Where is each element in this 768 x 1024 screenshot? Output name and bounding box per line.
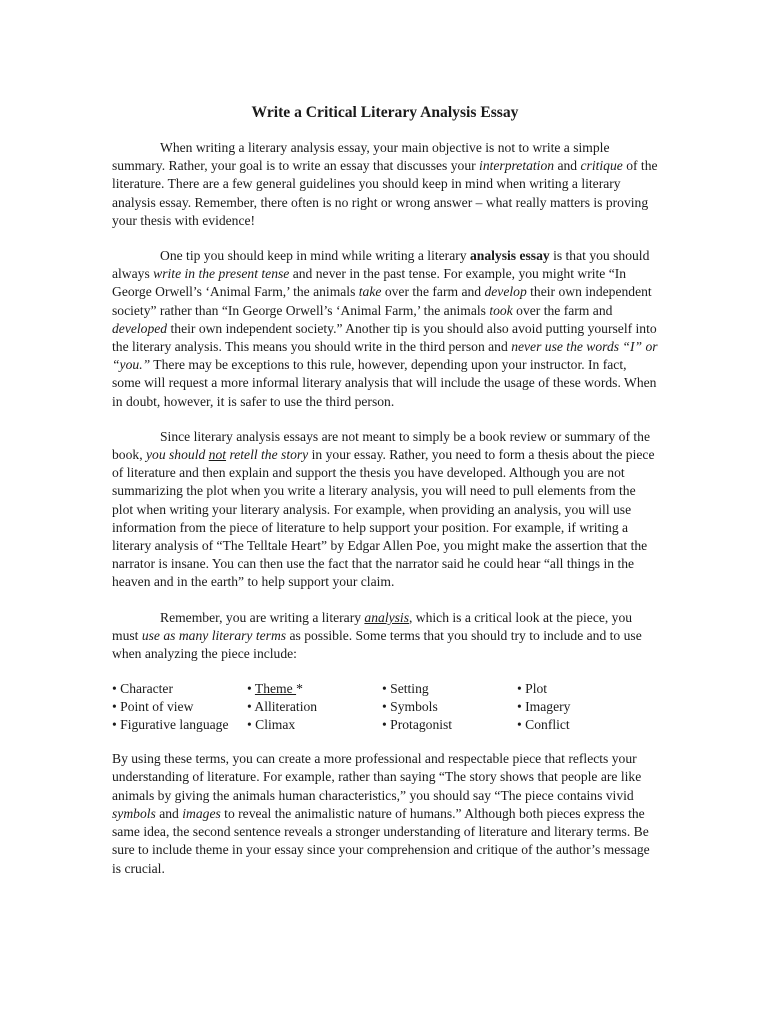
- text-run: over the farm and: [381, 284, 485, 300]
- text-run-italic: develop: [484, 284, 527, 300]
- paragraph-retell: [112, 428, 658, 592]
- text-run-italic: take: [358, 284, 382, 300]
- text-run-italic: critique: [580, 158, 623, 174]
- literary-terms-list: [112, 680, 658, 734]
- term-item: • Plot: [517, 681, 548, 697]
- text-run: By using these terms, you can create a more professional and respectable piece that reflects your understanding of literature. For example, rather than saying “The story shows that people are like animals by giving the animals human characteristics,” you should say “The piece contains vivid: [112, 751, 642, 803]
- text-run-italic: write in the present tense: [153, 266, 290, 282]
- text-run-italic-underline: analysis: [364, 609, 409, 625]
- text-run: One tip you should keep in mind while writing a literary: [160, 248, 470, 264]
- paragraph-present-tense: [112, 247, 658, 411]
- text-run: to reveal the animalistic nature of humans.” Although both pieces express the same idea, the second sentence reveals a stronger understanding of literature and literary terms. Be sure to include theme in your essay since your comprehension and critique of the author’s message is crucial.: [112, 805, 650, 876]
- term-item: • Protagonist: [382, 717, 453, 733]
- term-item: • Imagery: [517, 699, 571, 715]
- text-run: When writing a literary analysis essay, your main objective is not to write a simple summary. Rather, your goal is to write an essay that discusses your: [112, 140, 610, 174]
- text-run: , which is a critical look at the piece, you must: [112, 609, 633, 643]
- text-run-bold: analysis essay: [469, 248, 550, 264]
- text-run-italic: never use the words “I” or “you.”: [112, 339, 658, 373]
- text-run: in your essay. Rather, you need to form a thesis about the piece of literature and then explain and support the thesis you have developed. Although you are not summarizing the plot when you write a literary analysis, you will need to pull elements from the plot when writing your literary analysis. For example, when providing an analysis, you will use information from the piece of literature to help support your position. For example, if writing a literary analysis of “The Telltale Heart” by Edgar Allen Poe, you might make the assertion that the narrator is insane. You can then use the fact that the narrator said he could hear “all things in the heaven and in the earth” to help support your claim.: [112, 447, 655, 590]
- term-item: • Setting: [382, 681, 429, 697]
- text-run-italic: use as many literary terms: [141, 627, 287, 643]
- term-item: • Conflict: [517, 717, 570, 733]
- term-theme-link[interactable]: Theme: [254, 681, 297, 697]
- text-run: their own independent society” rather than “In George Orwell’s ‘Animal Farm,’ the animals: [112, 284, 652, 318]
- text-run: Since literary analysis essays are not meant to simply be a book review or summary of the book,: [112, 428, 650, 463]
- text-run: Remember, you are writing a literary: [160, 609, 365, 625]
- page-title: Write a Critical Literary Analysis Essay: [251, 104, 519, 121]
- text-run-italic: symbols: [112, 805, 156, 821]
- term-item: • Symbols: [382, 699, 438, 715]
- term-item: • Point of view: [112, 699, 194, 715]
- text-run: and: [155, 805, 183, 821]
- paragraph-intro: [112, 139, 658, 230]
- text-run-italic: interpretation: [479, 158, 555, 174]
- text-run-italic: you should: [145, 447, 209, 463]
- text-run: their own independent society.” Another tip is you should also avoid putting yourself into the literary analysis. This means you should write in the third person and: [112, 320, 657, 355]
- text-run-italic: developed: [112, 320, 168, 336]
- term-item: • Character: [112, 681, 173, 697]
- text-run: as possible. Some terms that you should try to include and to use when analyzing the piece include:: [112, 627, 642, 662]
- text-run: over the farm and: [512, 302, 613, 318]
- text-run-italic: took: [489, 302, 513, 318]
- text-run-italic-underline: not: [208, 447, 227, 463]
- text-run: is that you should always: [112, 248, 650, 282]
- paragraph-literary-terms: [112, 609, 658, 664]
- text-run: and never in the past tense. For example, you might write “In George Orwell’s ‘Animal Farm,’ the animals: [112, 266, 627, 300]
- paragraph-conclusion: [112, 750, 658, 877]
- text-run: and: [554, 158, 581, 174]
- term-item: • Climax: [247, 717, 296, 733]
- text-run-italic: images: [182, 805, 221, 821]
- term-item: • Alliteration: [247, 699, 318, 715]
- term-item: • Figurative language: [112, 717, 229, 733]
- text-run: of the literature. There are a few general guidelines you should keep in mind when writing a literary analysis essay. Remember, there often is no right or wrong answer – what really matters is proving your thesis with evidence!: [112, 158, 658, 228]
- text-run: There may be exceptions to this rule, however, depending upon your instructor. In fact, some will request a more informal literary analysis that will include the usage of these words. When in doubt, however, it is safer to use the third person.: [112, 357, 657, 409]
- term-item: • Theme *: [247, 681, 303, 697]
- text-run-italic: retell the story: [226, 447, 309, 463]
